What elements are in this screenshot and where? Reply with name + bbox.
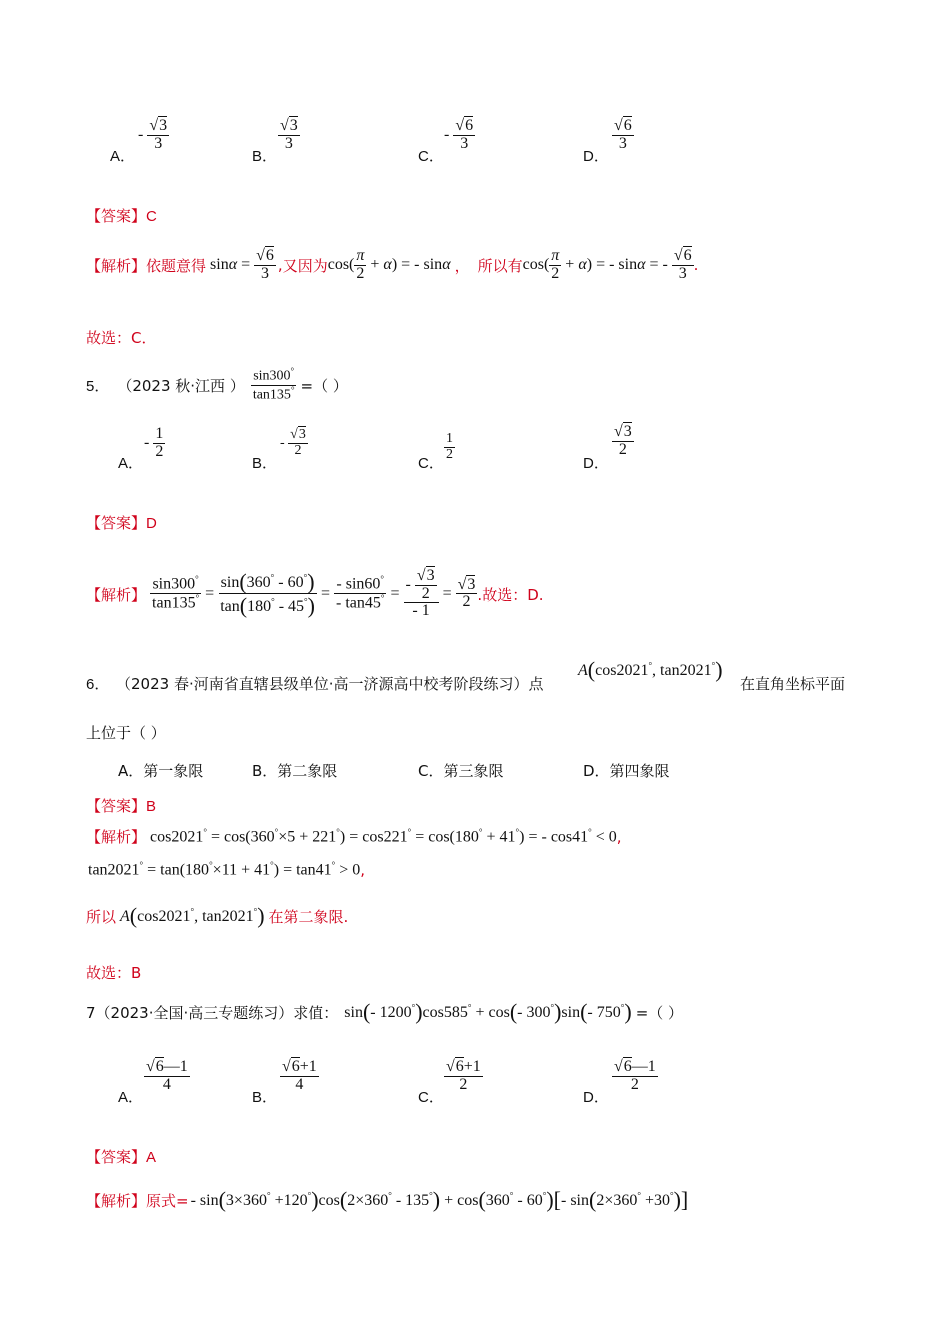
q7-option-a-math: $\frac{√6—1}{4}$ (146, 1058, 188, 1093)
q6-option-a: A．第一象限 (118, 762, 204, 780)
q5-option-b-label: B． (252, 455, 278, 472)
q4-option-b-label: B． (252, 148, 278, 165)
q5-option-b-math: - $\frac{√3}{2}$ (280, 427, 306, 458)
q4-option-d-math: $\frac{√6}{3}$ (614, 117, 632, 152)
q7-answer: 【答案】A (86, 1148, 157, 1166)
q6-option-d: D．第四象限 (583, 762, 670, 780)
q5-option-c-math: $\frac{1}{2}$ (446, 431, 453, 462)
q7-option-d-math: $\frac{√6—1}{2}$ (614, 1058, 656, 1093)
q7-analysis: 【解析】 原式= - sin(3×360° +120°)cos(2×360° - 135°) + cos(360° - 60°)[- sin(2×360° +30°)] (86, 1187, 689, 1212)
q7-option-b-math: $\frac{√6+1}{4}$ (282, 1058, 317, 1093)
q4-conclusion: 故选：C． (86, 329, 157, 347)
q5-option-a-math: - $\frac{1}{2}$ (144, 425, 164, 460)
q6-option-b: B．第二象限 (252, 762, 338, 780)
q7-option-b-label: B． (252, 1089, 278, 1106)
q5-analysis-eq: $\frac{\sin 300^\circ}{\tan 135^\circ}$ = $\frac{\sin(360^\circ - 60^\circ)}{\tan(180^\circ - 45^\circ)}$ = $\frac{- \sin 60^\circ}{- \tan 45^\circ}$ = - $\frac{√3}{2}$ - 1 = $\frac{√3}{2}$ (152, 566, 476, 620)
q5-option-d-math: $\frac{√3}{2}$ (614, 423, 632, 458)
q7-option-d-label: D． (583, 1089, 609, 1106)
q6-analysis-line1: 【解析】 cos2021° = cos(360°×5 + 221°) = cos221° = cos(180° + 41°) = - cos41° < 0 , (86, 826, 622, 846)
q6-conclusion: 故选：B (86, 964, 142, 982)
q4-analysis-eq1: sinα = $\frac{√6}{3}$ (210, 246, 274, 282)
q7-option-a-label: A． (118, 1089, 144, 1106)
q5-stem: 5． （2023 秋·江西 ） $\frac{\sin 300^\circ}{\tan 135^\circ}$ =（ ） (86, 366, 348, 403)
q6-analysis-eq1: cos2021° = cos(360°×5 + 221°) = cos221° = cos(180° + 41°) = - cos41° < 0 (150, 826, 617, 846)
q6-stem-line2: 上位于（ ） (86, 724, 166, 742)
q7-option-c-math: $\frac{√6+1}{2}$ (446, 1058, 481, 1093)
q4-analysis-eq2: cos( $\frac{\pi}{2}$ + α) = - sinα (327, 246, 451, 282)
q5-answer: 【答案】D (86, 514, 157, 532)
q6-point-a: A(cos2021°, tan2021°) (578, 657, 723, 682)
q4-option-a-label: A． (110, 148, 136, 165)
q5-stem-expr: $\frac{\sin 300^\circ}{\tan 135^\circ}$ (252, 366, 295, 403)
q4-option-c-math: - $\frac{√6}{3}$ (444, 117, 474, 152)
q7-stem-expr: sin(- 1200°)cos585° + cos(- 300°)sin(- 750°) (344, 999, 632, 1024)
q4-answer: 【答案】C (86, 207, 157, 225)
q6-answer: 【答案】B (86, 797, 157, 815)
q4-option-c-label: C． (418, 148, 444, 165)
q5-option-a-label: A． (118, 455, 144, 472)
q4-analysis-eq3: cos( $\frac{\pi}{2}$ + α) = - sinα = - $\frac{√6}{3}$ (522, 246, 692, 282)
q7-option-c-label: C． (418, 1089, 444, 1106)
q7-stem: 7（2023·全国·高三专题练习）求值： sin(- 1200°)cos585° + cos(- 300°)sin(- 750°) =（ ） (86, 999, 684, 1024)
q6-analysis-eq2: tan2021° = tan(180°×11 + 41°) = tan41° > 0 (88, 860, 361, 879)
q6-analysis-point: A(cos2021°, tan2021°) (120, 903, 265, 928)
q4-option-b-math: $\frac{√3}{3}$ (280, 117, 298, 152)
q4-analysis: 【解析】 依题意得 sinα = $\frac{√6}{3}$ , 又因为 cos( $\frac{\pi}{2}$ + α) = - sinα ， 所以有 cos( $\frac{\pi}{2}$ + α) = - sinα = - $\frac{√6}{3}$ . (86, 246, 699, 282)
q7-analysis-eq: - sin(3×360° +120°)cos(2×360° - 135°) + cos(360° - 60°)[- sin(2×360° +30°)] (190, 1187, 689, 1212)
q5-option-c-label: C． (418, 455, 444, 472)
q6-analysis-line2: tan2021° = tan(180°×11 + 41°) = tan41° > 0 , (88, 860, 366, 879)
q4-option-a-math: - $\frac{√3}{3}$ (138, 117, 168, 152)
q6-option-c: C．第三象限 (418, 762, 504, 780)
q5-analysis: 【解析】 $\frac{\sin 300^\circ}{\tan 135^\circ}$ = $\frac{\sin(360^\circ - 60^\circ)}{\tan(180^\circ - 45^\circ)}$ = $\frac{- \sin 60^\circ}{- \tan 45^\circ}$ = - $\frac{√3}{2}$ - 1 = $\frac{√3}{2}$ .故选：D. (86, 566, 544, 620)
q4-option-d-label: D． (583, 148, 609, 165)
q6-analysis-line3: 所以 A(cos2021°, tan2021°) 在第二象限. (86, 903, 349, 928)
q5-option-d-label: D． (583, 455, 609, 472)
q6-stem: 6． （2023 春·河南省直辖县级单位·高一济源高中校考阶段练习）点 A(cos2021°, tan2021°) 在直角坐标平面 (86, 657, 846, 693)
